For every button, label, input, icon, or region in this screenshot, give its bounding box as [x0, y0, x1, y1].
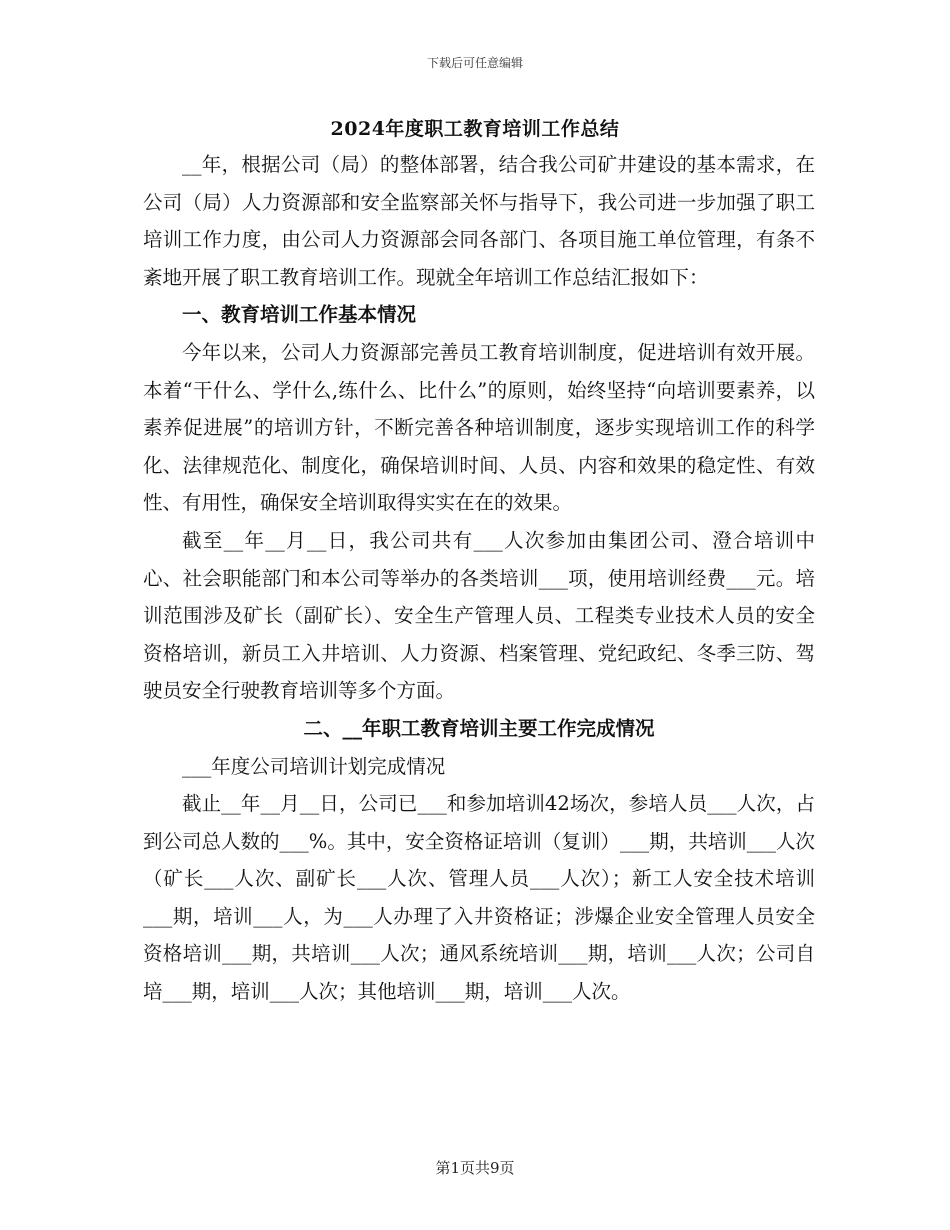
document-title: 2024年度职工教育培训工作总结 — [330, 118, 620, 140]
section1-heading: 一、教育培训工作基本情况 — [182, 303, 417, 327]
section2-subheading: ___年度公司培训计划完成情况 — [182, 754, 446, 778]
header-note: 下载后可任意编辑 — [426, 56, 523, 70]
section2-heading: 二、__年职工教育培训主要工作完成情况 — [303, 716, 655, 740]
intro-paragraph: __年，根据公司（局）的整体部署，结合我公司矿井建设的基本需求，在公司（局）人力资源部和安全监察部关怀与指导下，我公司进一步加强了职工培训工作力度，由公司人力资源部会同各部门、各项目施工单位管理，有条不紊地开展了职工教育培训工作。现就全年培训工作总结汇报如下： — [143, 153, 815, 289]
section2-paragraph-1: 截止__年__月__日，公司已___和参加培训42场次，参培人员___人次，占到公司总人数的___%。其中，安全资格证培训（复训）___期，共培训___人次（矿长___人次、副矿长___人次、管理人员___人次）；新工人安全技术培训___期，培训___人，为___人办理了入井资格证；涉爆企业安全管理人员安全资格培训___期，共培训___人次；通风系统培训___期，培训___人次；公司自培___期，培训___人次；其他培训___期，培训___人次。 — [143, 792, 815, 1004]
document-body — [143, 146, 815, 1011]
section1-paragraph-1: 今年以来，公司人力资源部完善员工教育培训制度，促进培训有效开展。本着“干什么、学什么,练什么、比什么”的原则，始终坚持“向培训要素养，以素养促进展”的培训方针，不断完善各种培训制度，逐步实现培训工作的科学化、法律规范化、制度化，确保培训时间、人员、内容和效果的稳定性、有效性、有用性，确保安全培训取得实实在在的效果。 — [143, 340, 815, 515]
page-number-footer: 第1页共9页 — [435, 1159, 515, 1177]
section1-paragraph-2: 截至__年__月__日，我公司共有___人次参加由集团公司、澄合培训中心、社会职能部门和本公司等举办的各类培训___项，使用培训经费___元。培训范围涉及矿长（副矿长）、安全生产管理人员、工程类专业技术人员的安全资格培训，新员工入井培训、人力资源、档案管理、党纪政纪、冬季三防、驾驶员安全行驶教育培训等多个方面。 — [143, 528, 815, 703]
